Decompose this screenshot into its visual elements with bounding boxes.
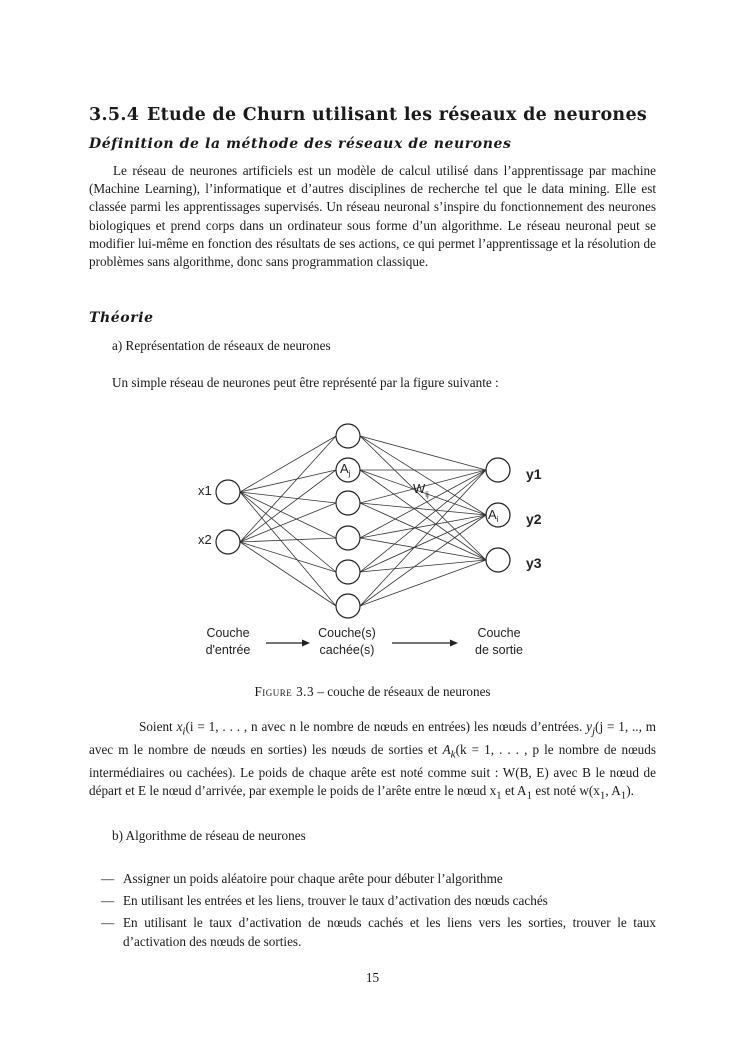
figure-caption [89, 684, 656, 700]
edge-hidden-6-output-2 [360, 515, 486, 606]
section-title: Etude de Churn utilisant les réseaux de neurones [147, 105, 648, 125]
intro-paragraph: Le réseau de neurones artificiels est un modèle de calcul utilisé dans l’apprentissage par machine (Machine Learning), l’informatique et d’autres disciplines de recherche tel que le data mining. Elle est classée parmi les apprentissages supervisés. Un réseau neuronal s’inspire du fonctionnement des neurones biologiques et prend corps dans un ordinateur sous forme d’un algorithme. Le réseau neuronal peut se modifier lui-même en fonction des résultats de ses actions, ce qui permet l’apprentissage et la résolution de problèmes sans algorithme, donc sans programmation classique. [89, 163, 656, 270]
caption-label: Figure 3.3 [254, 684, 315, 699]
output-label-y3: y3 [526, 555, 542, 571]
edge-hidden-1-output-2 [360, 436, 486, 515]
page-number: 15 [365, 970, 380, 985]
definition-heading: Définition de la méthode des réseaux de neurones [89, 136, 512, 152]
hidden-node-1 [336, 424, 360, 448]
output-node-1 [486, 458, 510, 482]
notation-paragraph: Soient $x_i(i = 1$, . . . , n avec n le nombre de nœuds en entrées) les nœuds d’entrées. $y_j(j = 1$, .., m avec m le nombre de nœuds en sorties) les nœuds de sorties et $A_k(k = 1$, . . . , p le nombre de nœuds intermédiaires ou cachées). Le poids de chaque arête est noté comme suit : W(B, E) avec B le nœud de départ et E le nœud d’arrivée, par exemple le poids de l’arête entre le nœud $x_1$ et $A_1$ est noté $w(x_1$, $A_1$). [89, 719, 656, 802]
layer-hidden-label-1: Couche(s) [318, 626, 376, 640]
network-edges [240, 436, 486, 606]
layer-output-label-1: Couche [477, 626, 521, 640]
edge-input-1-hidden-1 [240, 436, 336, 492]
layer-output-label-2: de sortie [475, 643, 523, 657]
hidden-node-label: $A_j$ [340, 461, 351, 478]
hidden-node-4 [336, 526, 360, 550]
input-label-x1: x1 [198, 483, 212, 498]
section-number: 3.5.4 [89, 105, 140, 125]
layer-input-label-2: d'entrée [205, 643, 251, 657]
item-a: a) Représentation de réseaux de neurones [112, 338, 331, 353]
input-label-x2: x2 [198, 532, 212, 547]
list-item: — Assigner un poids aléatoire pour chaque arête pour débuter l’algorithme [101, 871, 503, 886]
edge-hidden-4-output-2 [360, 515, 486, 538]
input-node-1 [216, 480, 240, 504]
theory-heading: Théorie [89, 310, 154, 326]
edge-hidden-3-output-3 [360, 503, 486, 560]
edge-hidden-3-output-2 [360, 503, 486, 515]
output-label-y2: y2 [526, 511, 542, 527]
layer-arrow-2 [392, 640, 458, 647]
weight-label: $W_{ij}$ [413, 481, 429, 499]
edge-input-1-hidden-5 [240, 492, 336, 572]
algorithm-steps [89, 870, 656, 955]
edge-hidden-6-output-3 [360, 560, 486, 606]
edge-hidden-5-output-3 [360, 560, 486, 572]
edge-input-1-hidden-3 [240, 492, 336, 503]
edge-hidden-5-output-2 [360, 515, 486, 572]
item-b: b) Algorithme de réseau de neurones [112, 828, 306, 843]
edge-input-2-hidden-4 [240, 538, 336, 542]
layer-arrow-1 [266, 640, 310, 647]
input-node-2 [216, 530, 240, 554]
hidden-node-5 [336, 560, 360, 584]
output-label-y1: y1 [526, 466, 542, 482]
edge-input-2-hidden-5 [240, 542, 336, 572]
network-nodes [216, 424, 510, 618]
output-node-label: $A_i$ [488, 507, 499, 524]
figure-intro: Un simple réseau de neurones peut être représenté par la figure suivante : [112, 375, 499, 390]
output-node-3 [486, 548, 510, 572]
layer-hidden-label-2: cachée(s) [319, 643, 375, 657]
hidden-node-6 [336, 594, 360, 618]
caption-text: – couche de réseaux de neurones [314, 684, 491, 699]
edge-input-2-hidden-6 [240, 542, 336, 606]
edge-hidden-1-output-1 [360, 436, 486, 470]
list-item: — En utilisant les entrées et les liens, trouver le taux d’activation des nœuds cachés [101, 893, 548, 909]
list-item: — En utilisant le taux d’activation de nœuds cachés et les liens vers les sorties, trouver le taux d’activation des nœuds de sorties. [101, 915, 656, 949]
layer-input-label-1: Couche [206, 626, 250, 640]
hidden-node-3 [336, 491, 360, 515]
